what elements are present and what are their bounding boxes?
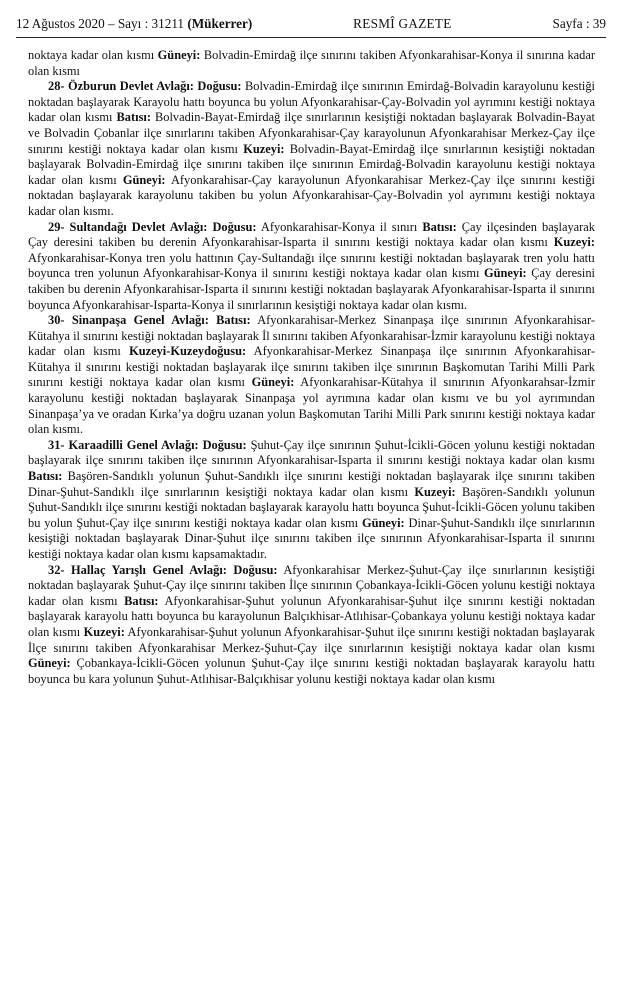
bold-heading-text: Güneyi:: [483, 266, 527, 281]
body-text: Afyonkarahisar-Konya il sınırı: [256, 219, 423, 234]
header-divider: [16, 37, 606, 38]
issue-info: [16, 14, 252, 34]
body-text: Başören-Sandıklı yolunun Şuhut-Sandıklı ilçe sınırını kestiği noktadan başlayarak ilçe sınırını takiben Dinar-Şuhut-Sandıklı ilçe sınırlarının kesiştiği noktaya kadar olan kısmı: [28, 469, 595, 499]
body-text: Bolvadin-Bayat-Emirdağ ilçe sınırlarının kesiştiği noktadan başlayarak Bolvadin-Emirdağ ilçe sınırını takiben ilçe sınırının Emirdağ-Bolvadin karayolunu kestiği noktaya kadar olan kısmı: [28, 141, 595, 187]
bold-heading-text: 28- Özburun Devlet Avlağı: Doğusu:: [48, 79, 242, 94]
bold-heading-text: Kuzeyi:: [83, 624, 125, 639]
bold-heading-text: Güneyi:: [122, 172, 166, 187]
page-number: Sayfa : 39: [552, 16, 606, 31]
body-text: Afyonkarahisar-Şuhut yolunun Afyonkarahisar-Şuhut ilçe sınırını kestiği noktadan başlayarak İlçe sınırını takiben Afyonkarahisar Merkez-Şuhut-Çay ilçe sınırlarının kesiştiği noktaya kadar olan kısmı: [28, 624, 595, 655]
bold-heading-text: Güneyi:: [361, 515, 405, 530]
body-text: noktaya kadar olan kısmı: [28, 48, 158, 62]
body-text: Afyonkarahisar Merkez-Şuhut-Çay ilçe sınırlarının kesiştiği noktadan başlayarak Şuhut-Çay ilçe sınırını takiben İlçe sınırının Çobankaya-İcikli-Göcen yolunu kestiği noktaya kadar olan kısmı: [28, 562, 596, 608]
body-text: Bolvadin-Bayat-Emirdağ ilçe sınırlarının kesiştiği noktadan başlayarak Bolvadin-Bayat ve Bolvadin Çobanlar ilçe sınırlarını takiben Afyonkarahisar-Çay karayolunun Afyonkarahisar Merkez-Çay ilçe sınırını kestiği noktaya kadar olan kısmı: [28, 110, 595, 156]
body-text: Çay deresini takiben bu derenin Afyonkarahisar-Isparta il sınırını kestiği noktadan başlayarak Afyonkarahisar-Isparta il sınırını boyunca Afyonkarahisar-Isparta-Konya il sınırlarının kesiştiği noktaya kadar olan kısmı.: [28, 266, 595, 312]
hunting-area-paragraph: [28, 220, 595, 314]
bold-heading-text: Batısı:: [28, 469, 63, 484]
body-text: Çobankaya-İcikli-Göcen yolunun Şuhut-Çay ilçe sınırını kestiği noktadan başlayarak karayolu hattı boyunca bu kara yolunun Şuhut-Atlıhisar-Balçıkhisar yolunu kestiği noktaya kadar olan kısmı: [28, 656, 595, 686]
bold-heading-text: 32- Hallaç Yarışlı Genel Avlağı: Doğusu:: [48, 562, 278, 577]
hunting-area-paragraph: [28, 79, 595, 219]
repeat-marker: (Mükerrer): [187, 16, 253, 31]
bold-heading-text: 30- Sinanpaşa Genel Avlağı: Batısı:: [48, 313, 251, 328]
body-text: Bolvadin-Emirdağ ilçe sınırının Emirdağ-Bolvadin karayolunu kestiği noktadan başlayarak Karayolu hattı boyunca bu yolun Afyonkarahisar-Çay-Bolvadin yol ayrımını kestiği noktaya kadar olan kısmı: [28, 79, 595, 125]
body-text: Afyonkarahisar-Merkez Sinanpaşa ilçe sınırının Afyonkarahisar-Kütahya il sınırını kestiği noktadan başlayarak ilçe sınırını takiben ilçe sınırının Başkomutan Tarihi Milli Park sınırını kestiği noktaya kadar olan kısmı: [28, 344, 595, 390]
body-text: Afyonkarahisar-Şuhut yolunun Afyonkarahisar-Şuhut ilçe sınırını kestiği noktadan başlayarak karayolu hattı boyunca bu karayolunun Balçıkhisar-Atlıhisar-Çobankaya yolunu kestiği noktaya kadar olan kısmı: [28, 593, 596, 639]
body-text: Şuhut-Çay ilçe sınırının Şuhut-İcikli-Göcen yolunu kestiği noktadan başlayarak ilçe sınırını takiben ilçe sınırının Afyonkarahisar-Isparta il sınırını kestiği noktaya kadar olan kısmı: [28, 437, 595, 468]
bold-heading-text: Batısı:: [116, 110, 151, 125]
body-text: Başören-Sandıklı yolunun Şuhut-Sandıklı ilçe sınırını kestiği noktadan başlayarak karayolu hattı boyunca Şuhut-İcikli-Göcen yolunu takiben bu yolun Şuhut-Çay ilçe sınırını kestiği noktaya kadar olan kısmı: [28, 484, 595, 530]
bold-heading-text: Batısı:: [124, 593, 159, 608]
body-text: Bolvadin-Emirdağ ilçe sınırını takiben Afyonkarahisar-Konya il sınırına kadar olan kısmı: [28, 48, 595, 78]
bold-heading-text: Batısı:: [422, 219, 457, 234]
bold-heading-text: Kuzeyi:: [243, 141, 285, 156]
gazette-name: RESMÎ GAZETE: [353, 16, 452, 31]
hunting-area-paragraph: [28, 563, 595, 688]
bold-heading-text: 31- Karaadilli Genel Avlağı: Doğusu:: [48, 437, 247, 452]
document-body: [28, 48, 595, 687]
hunting-area-paragraph: [28, 313, 595, 438]
body-text: Afyonkarahisar-Çay karayolunun Afyonkarahisar Merkez-Çay ilçe sınırını kestiği noktadan başlayarak karayolunu takiben bu yolun Afyonkarahisar-Çay-Bolvadin yol ayrımını kestiği noktaya kadar olan kısmı.: [28, 172, 595, 218]
issue-date-number: 12 Ağustos 2020 – Sayı : 31211: [16, 16, 185, 31]
body-text: Dinar-Şuhut-Sandıklı ilçe sınırlarının kesiştiği noktadan başlayarak Dinar-Şuhut ilçe sınırını takiben ilçe sınırının Afyonkarahisar-Isparta il sınırını kestiği noktaya kadar olan kısmı kapsamaktadır.: [28, 515, 595, 561]
bold-heading-text: Kuzeyi:: [414, 484, 456, 499]
bold-heading-text: Kuzeyi:: [553, 235, 595, 250]
bold-heading-text: Güneyi:: [251, 375, 295, 390]
bold-heading-text: 29- Sultandağı Devlet Avlağı: Doğusu:: [48, 219, 257, 234]
body-text: Afyonkarahisar-Konya tren yolu hattının Çay-Sultandağı ilçe sınırını kestiği noktadan başlayarak tren yolu hattı boyunca tren yolunun Afyonkarahisar-Konya il sınırını kestiği noktaya kadar olan kısmı: [28, 250, 595, 281]
hunting-area-paragraph: [28, 438, 595, 563]
body-text: Çay ilçesinden başlayarak Çay deresini takiben bu derenin Afyonkarahisar-Isparta il sınırını kestiği noktaya kadar olan kısmı: [28, 219, 595, 250]
body-text: Afyonkarahisar-Kütahya il sınırının Afyonkarahsar-İzmir karayolunu kestiği noktadan başlayarak Sinanpaşa yol ayrımına kadar olan kısmı ve bu yol ayrımından Sinanpaşa’ya ve oradan Kırka’ya doğru uzanan yolun Başkomutan Tarihi Milli Park sınırını kestiği noktaya kadar olan kısmı.: [28, 375, 595, 437]
body-text: Afyonkarahisar-Merkez Sinanpaşa ilçe sınırının Afyonkarahisar-Kütahya il sınırını kestiği noktadan başlayarak İl sınırını takiben Afyonkarahisar-İzmir karayolunu kestiği noktaya kadar olan kısmı: [28, 313, 595, 359]
continued-paragraph: [28, 48, 595, 79]
bold-heading-text: Güneyi:: [28, 656, 71, 671]
bold-heading-text: Kuzeyi-Kuzeydoğusu:: [129, 344, 247, 359]
bold-heading-text: Güneyi:: [157, 48, 201, 62]
